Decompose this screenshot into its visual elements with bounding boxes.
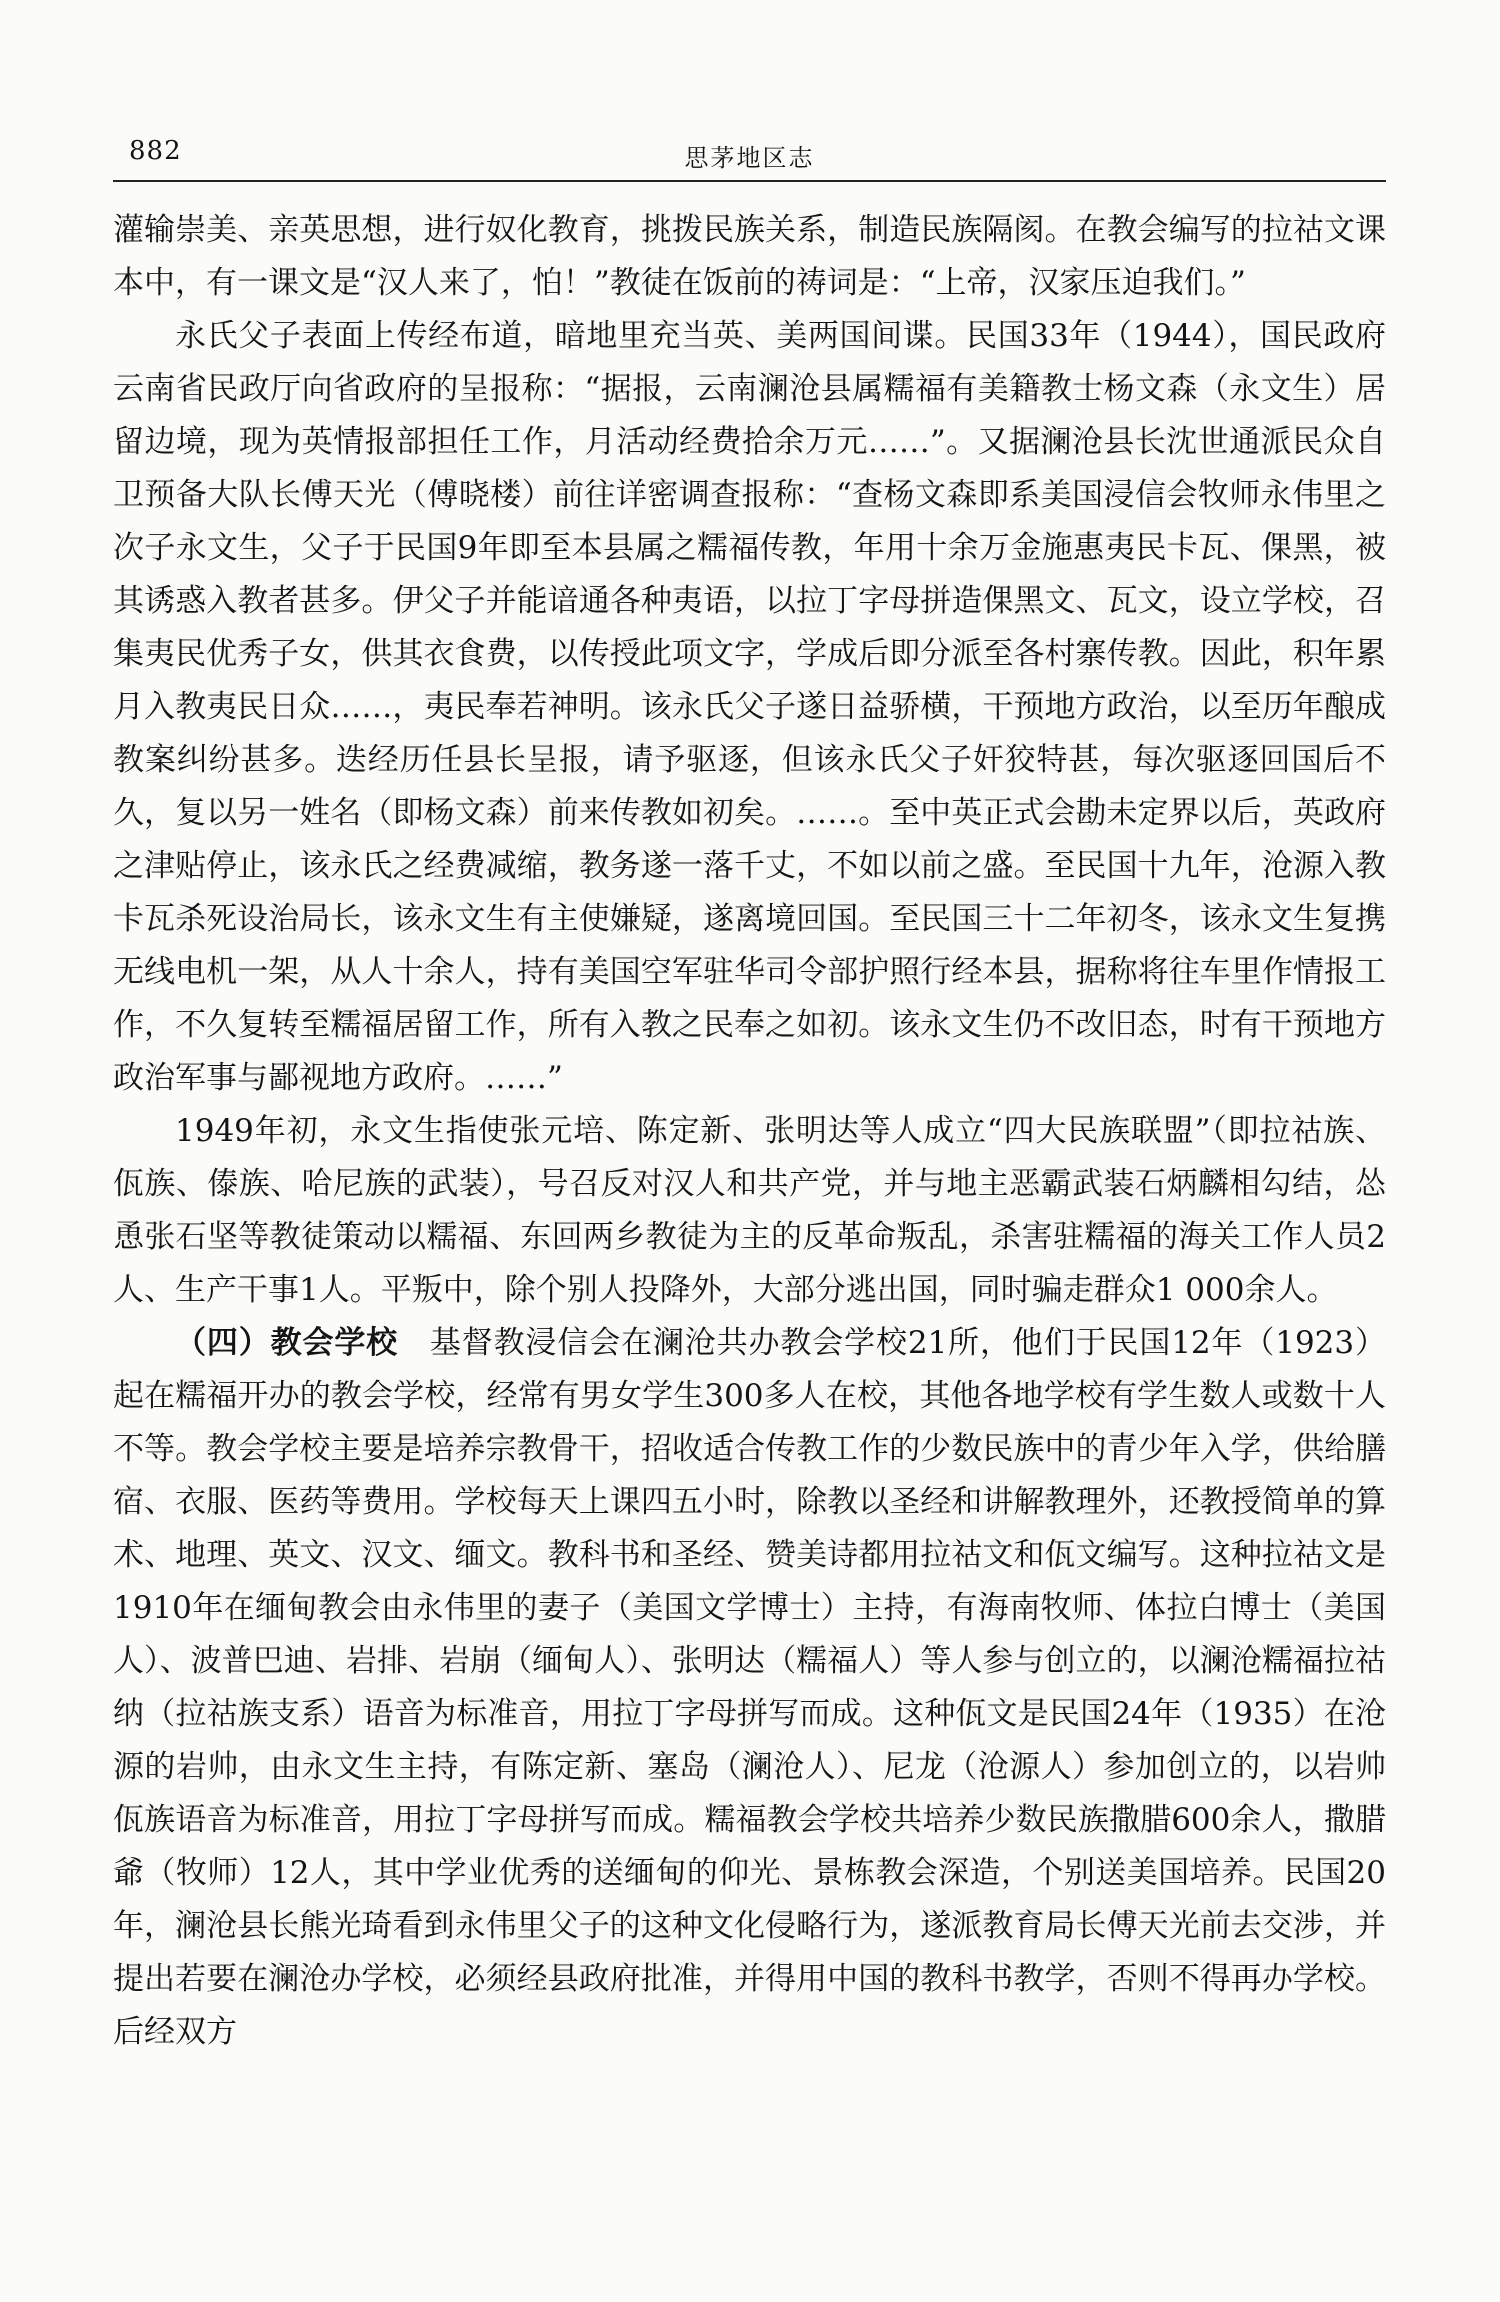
section-heading: （四）教会学校 [175,1325,399,1361]
paragraph-4 [113,1317,1386,2059]
document-page [113,130,1386,2059]
paragraph-1 [113,204,1386,310]
paragraph-4-text: 基督教浸信会在澜沧共办教会学校21所，他们于民国12年（1923）起在糯福开办的教会学校，经常有男女学生300多人在校，其他各地学校有学生数人或数十人不等。教会学校主要是培养宗教骨干，招收适合传教工作的少数民族中的青少年入学，供给膳宿、衣服、医药等费用。学校每天上课四五小时，除教以圣经和讲解教理外，还教授简单的算术、地理、英文、汉文、缅文。教科书和圣经、赞美诗都用拉祜文和佤文编写。这种拉祜文是1910年在缅甸教会由永伟里的妻子（美国文学博士）主持，有海南牧师、体拉白博士（美国人）、波普巴迪、岩排、岩崩（缅甸人）、张明达（糯福人）等人参与创立的，以澜沧糯福拉祜纳（拉祜族支系）语音为标准音，用拉丁字母拼写而成。这种佤文是民国24年（1935）在沧源的岩帅，由永文生主持，有陈定新、塞岛（澜沧人）、尼龙（沧源人）参加创立的，以岩帅佤族语音为标准音，用拉丁字母拼写而成。糯福教会学校共培养少数民族撒腊600余人，撒腊爺（牧师）12人，其中学业优秀的送缅甸的仰光、景栋教会深造，个别送美国培养。民国20年，澜沧县长熊光琦看到永伟里父子的这种文化侵略行为，遂派教育局长傅天光前去交涉，并提出若要在澜沧办学校，必须经县政府批准，并得用中国的教科书教学，否则不得再办学校。后经双方 [113,1325,1386,2050]
paragraph-2-text: 永氏父子表面上传经布道，暗地里充当英、美两国间谍。民国33年（1944），国民政府云南省民政厅向省政府的呈报称：“据报，云南澜沧县属糯福有美籍教士杨文森（永文生）居留边境，现为英情报部担任工作，月活动经费拾余万元……”。又据澜沧县长沈世通派民众自卫预备大队长傅天光（傅晓楼）前往详密调查报称：“查杨文森即系美国浸信会牧师永伟里之次子永文生，父子于民国9年即至本县属之糯福传教，年用十余万金施惠夷民卡瓦、倮黑，被其诱惑入教者甚多。伊父子并能谙通各种夷语，以拉丁字母拼造倮黑文、瓦文，设立学校，召集夷民优秀子女，供其衣食费，以传授此项文字，学成后即分派至各村寨传教。因此，积年累月入教夷民日众……，夷民奉若神明。该永氏父子遂日益骄横，干预地方政治，以至历年酿成教案纠纷甚多。迭经历任县长呈报，请予驱逐，但该永氏父子奸狡特甚，每次驱逐回国后不久，复以另一姓名（即杨文森）前来传教如初矣。……。至中英正式会勘未定界以后，英政府之津贴停止，该永氏之经费减缩，教务遂一落千丈，不如以前之盛。至民国十九年，沧源入教卡瓦杀死设治局长，该永文生有主使嫌疑，遂离境回国。至民国三十二年初冬，该永文生复携无线电机一架，从人十余人，持有美国空军驻华司令部护照行经本县，据称将往车里作情报工作，不久复转至糯福居留工作，所有入教之民奉之如初。该永文生仍不改旧态，时有干预地方政治军事与鄙视地方政府。……” [113,318,1386,1096]
paragraph-3 [113,1105,1386,1317]
page-header [113,130,1386,182]
running-title: 思茅地区志 [684,144,815,172]
page-number: 882 [129,136,182,166]
paragraph-2 [113,310,1386,1105]
paragraph-3-text: 1949年初，永文生指使张元培、陈定新、张明达等人成立“四大民族联盟”（即拉祜族、佤族、傣族、哈尼族的武装），号召反对汉人和共产党，并与地主恶霸武装石炳麟相勾结，怂恿张石坚等教徒策动以糯福、东回两乡教徒为主的反革命叛乱，杀害驻糯福的海关工作人员2人、生产干事1人。平叛中，除个别人投降外，大部分逃出国，同时骗走群众1 000余人。 [113,1113,1386,1308]
paragraph-1-text: 灌输崇美、亲英思想，进行奴化教育，挑拨民族关系，制造民族隔阂。在教会编写的拉祜文课本中，有一课文是“汉人来了，怕！”教徒在饭前的祷词是：“上帝，汉家压迫我们。” [113,212,1386,301]
body-text [113,204,1386,2059]
